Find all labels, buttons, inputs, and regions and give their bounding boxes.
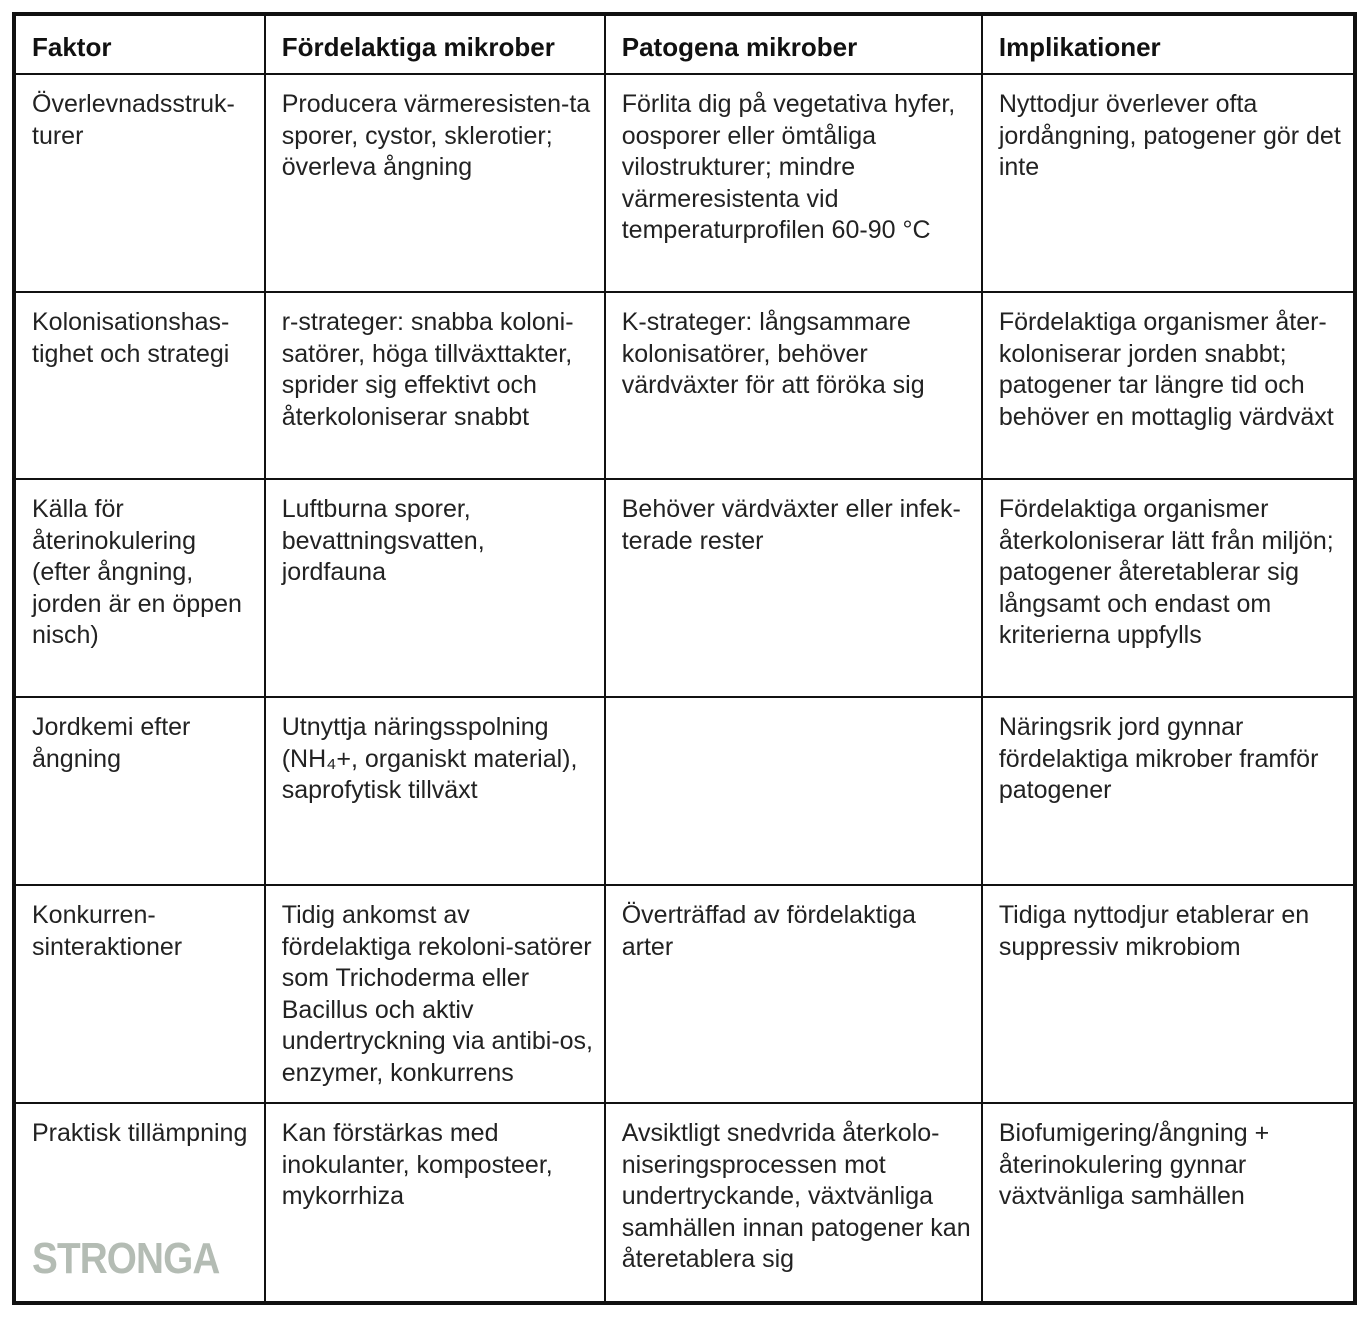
cell-implications: Nyttodjur överlever ofta jordångning, patogener gör det inte: [982, 74, 1355, 292]
table-row: [14, 885, 1355, 1103]
cell-pathogenic: Överträffad av fördelaktiga arter: [605, 885, 982, 1103]
cell-pathogenic: K-strateger: långsammare kolonisatörer, behöver värdväxter för att föröka sig: [605, 292, 982, 479]
cell-pathogenic: [605, 697, 982, 885]
cell-pathogenic: Avsiktligt snedvrida återkolo-niseringsprocessen mot undertryckande, växtvänliga samhällen innan patogener kan återetablera sig: [605, 1103, 982, 1303]
header-factor: Faktor: [14, 14, 265, 74]
table-row: [14, 74, 1355, 292]
header-pathogenic: Patogena mikrober: [605, 14, 982, 74]
cell-factor: Praktisk tillämpning: [14, 1103, 265, 1303]
header-beneficial: Fördelaktiga mikrober: [265, 14, 605, 74]
cell-pathogenic: Behöver värdväxter eller infek-terade rester: [605, 479, 982, 697]
table-row: [14, 697, 1355, 885]
table-row: [14, 292, 1355, 479]
cell-pathogenic: Förlita dig på vegetativa hyfer, oosporer eller ömtåliga vilostrukturer; mindre värmeresistenta vid temperaturprofilen 60-90 °C: [605, 74, 982, 292]
cell-factor: Jordkemi efter ångning: [14, 697, 265, 885]
cell-factor: Konkurren-sinteraktioner: [14, 885, 265, 1103]
cell-beneficial: Luftburna sporer, bevattningsvatten, jordfauna: [265, 479, 605, 697]
cell-implications: Tidiga nyttodjur etablerar en suppressiv mikrobiom: [982, 885, 1355, 1103]
comparison-table: [12, 12, 1357, 1305]
cell-factor: Överlevnadsstruk-turer: [14, 74, 265, 292]
cell-beneficial: Tidig ankomst av fördelaktiga rekoloni-satörer som Trichoderma eller Bacillus och aktiv undertryckning via antibi-os, enzymer, konkurrens: [265, 885, 605, 1103]
table-row: [14, 479, 1355, 697]
cell-beneficial: Producera värmeresisten-ta sporer, cystor, sklerotier; överleva ångning: [265, 74, 605, 292]
cell-implications: Näringsrik jord gynnar fördelaktiga mikrober framför patogener: [982, 697, 1355, 885]
cell-beneficial: Kan förstärkas med inokulanter, komposteer, mykorrhiza: [265, 1103, 605, 1303]
cell-factor: Källa för återinokulering (efter ångning, jorden är en öppen nisch): [14, 479, 265, 697]
cell-factor: Kolonisationshas-tighet och strategi: [14, 292, 265, 479]
header-row: [14, 14, 1355, 74]
stronga-logo: STRONGA: [32, 1234, 220, 1283]
cell-implications: Fördelaktiga organismer åter-koloniserar jorden snabbt; patogener tar längre tid och behöver en mottaglig värdväxt: [982, 292, 1355, 479]
header-implications: Implikationer: [982, 14, 1355, 74]
cell-beneficial: r-strateger: snabba koloni-satörer, höga tillväxttakter, sprider sig effektivt och återkoloniserar snabbt: [265, 292, 605, 479]
cell-beneficial: Utnyttja näringsspolning (NH₄+, organiskt material), saprofytisk tillväxt: [265, 697, 605, 885]
cell-implications: Fördelaktiga organismer återkoloniserar lätt från miljön; patogener återetablerar sig långsamt och endast om kriterierna uppfylls: [982, 479, 1355, 697]
cell-implications: Biofumigering/ångning + återinokulering gynnar växtvänliga samhällen: [982, 1103, 1355, 1303]
